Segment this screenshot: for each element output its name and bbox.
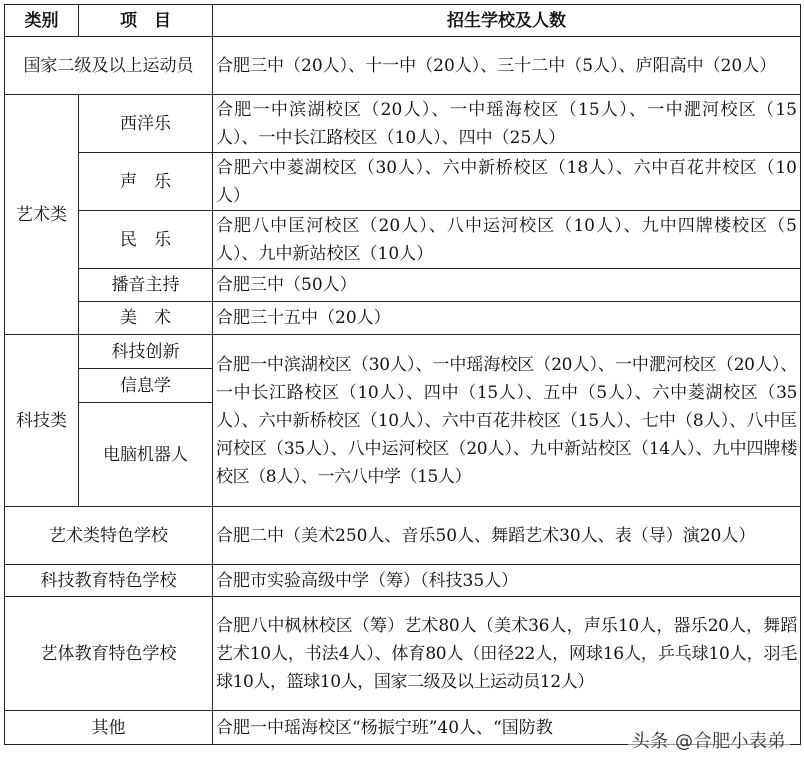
table-header-row [5,5,801,37]
table-row [5,597,801,711]
category-tech-special: 科技教育特色学校 [5,565,213,597]
table-row [5,565,801,597]
category-art-sports-special: 艺体教育特色学校 [5,597,213,711]
schools-art-special: 合肥二中（美术250人、音乐50人、舞蹈艺术30人、表（导）演20人） [213,507,801,565]
schools-other: 合肥一中瑶海校区“杨振宁班”40人、“国防教 [213,711,801,745]
table-row [5,153,801,211]
schools-broadcasting: 合肥三中（50人） [213,269,801,302]
admissions-table [4,4,801,745]
table-row [5,302,801,335]
schools-western-music: 合肥一中滨湖校区（20人）、一中瑶海校区（15人）、一中淝河校区（15人）、一中长江路校区（10人）、四中（25人） [213,95,801,153]
table-row [5,37,801,95]
schools-fine-arts: 合肥三十五中（20人） [213,302,801,335]
table-row [5,335,801,369]
item-vocal: 声 乐 [79,153,213,211]
watermark: 头条 @合肥小表弟 [628,727,790,753]
schools-art-sports-special: 合肥八中枫林校区（筹）艺术80人（美术36人，声乐10人，器乐20人，舞蹈艺术10人，书法4人）、体育80人（田径22人，网球16人，乒乓球10人，羽毛球10人，篮球10人，国家二级及以上运动员12人） [213,597,801,711]
item-robotics: 电脑机器人 [79,403,213,507]
item-broadcasting: 播音主持 [79,269,213,302]
header-category: 类别 [5,5,79,37]
table-row [5,507,801,565]
item-western-music: 西洋乐 [79,95,213,153]
item-fine-arts: 美 术 [79,302,213,335]
table-row [5,211,801,269]
schools-vocal: 合肥六中菱湖校区（30人）、六中新桥校区（18人）、六中百花井校区（10人） [213,153,801,211]
category-other: 其他 [5,711,213,745]
schools-tech: 合肥一中滨湖校区（30人）、一中瑶海校区（20人）、一中淝河校区（20人）、一中长江路校区（10人）、四中（15人）、五中（5人）、六中菱湖校区（35人）、六中新桥校区（10人）、六中百花井校区（15人）、七中（8人）、八中匡河校区（35人）、八中运河校区（20人）、九中新站校区（14人）、九中四牌楼校区（8人）、一六八中学（15人） [213,335,801,507]
item-informatics: 信息学 [79,369,213,403]
schools-national-athletes: 合肥三中（20人）、十一中（20人）、三十二中（5人）、庐阳高中（20人） [213,37,801,95]
category-art-special: 艺术类特色学校 [5,507,213,565]
table-row [5,95,801,153]
category-tech: 科技类 [5,335,79,507]
category-national-athletes: 国家二级及以上运动员 [5,37,213,95]
category-art: 艺术类 [5,95,79,335]
schools-folk-music: 合肥八中匡河校区（20人）、八中运河校区（10人）、九中四牌楼校区（5人）、九中新站校区（10人） [213,211,801,269]
item-folk-music: 民 乐 [79,211,213,269]
header-item: 项 目 [79,5,213,37]
schools-tech-special: 合肥市实验高级中学（筹）（科技35人） [213,565,801,597]
header-schools: 招生学校及人数 [213,5,801,37]
item-tech-innovation: 科技创新 [79,335,213,369]
table-row [5,269,801,302]
